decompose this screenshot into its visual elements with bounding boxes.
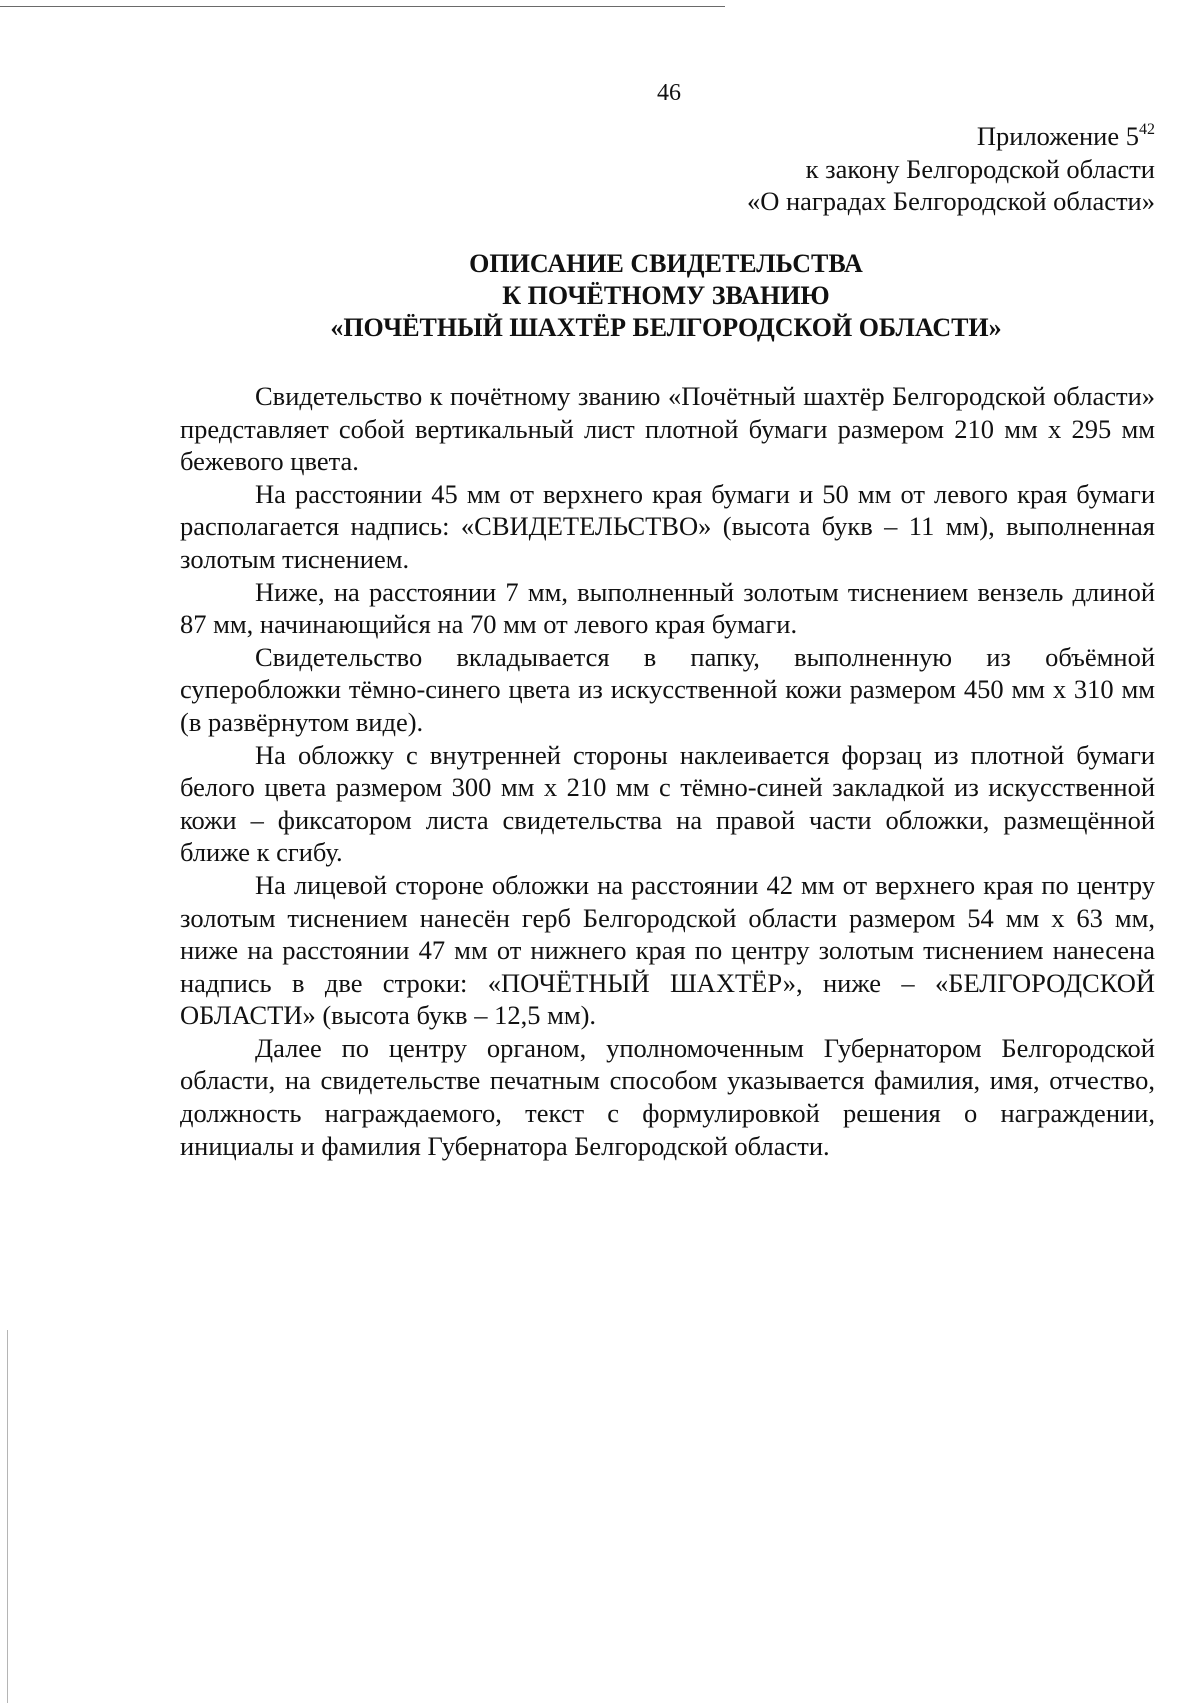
document-heading <box>160 248 1172 344</box>
heading-line-1: ОПИСАНИЕ СВИДЕТЕЛЬСТВА <box>469 249 863 278</box>
appendix-title <box>555 120 1155 153</box>
heading-line-3: «ПОЧЁТНЫЙ ШАХТЁР БЕЛГОРОДСКОЙ ОБЛАСТИ» <box>330 313 1002 342</box>
paragraph-folder: Свидетельство вкладывается в папку, выполненную из объёмной суперобложки тёмно-синего цвета из искусственной кожи размером 450 мм x 310 мм (в развёрнутом виде). <box>180 641 1155 737</box>
heading-line-2: К ПОЧЁТНОМУ ЗВАНИЮ <box>502 281 830 310</box>
paragraph-certificate-description: Свидетельство к почётному званию «Почётный шахтёр Белгородской области» представляет собой вертикальный лист плотной бумаги размером 210 мм x 295 мм бежевого цвета. <box>180 381 1155 477</box>
appendix-law-name: «О наградах Белгородской области» <box>746 186 1155 216</box>
paragraph-endpaper: На обложку с внутренней стороны наклеивается форзац из плотной бумаги белого цвета размером 300 мм x 210 мм с тёмно-синей закладкой из искусственной кожи – фиксатором листа свидетельства на правой части обложки, размещённой ближе к сгибу. <box>180 739 1155 868</box>
paragraph-cover-front: На лицевой стороне обложки на расстоянии 42 мм от верхнего края по центру золотым тиснением нанесён герб Белгородской области размером 54 мм x 63 мм, ниже на расстоянии 47 мм от нижнего края по центру золотым тиснением нанесена надпись в две строки: «ПОЧЁТНЫЙ ШАХТЁР», ниже – «БЕЛГОРОДСКОЙ ОБЛАСТИ» (высота букв – 12,5 мм). <box>180 869 1155 1031</box>
paragraph-printing: Далее по центру органом, уполномоченным Губернатором Белгородской области, на свидетельстве печатным способом указывается фамилия, имя, отчество, должность награждаемого, текст с формулировкой решения о награждении, инициалы и фамилия Губернатора Белгородской области. <box>180 1032 1155 1161</box>
paragraph-monogram: Ниже, на расстоянии 7 мм, выполненный золотым тиснением вензель длиной 87 мм, начинающийся на 70 мм от левого края бумаги. <box>180 576 1155 640</box>
paragraph-inscription: На расстоянии 45 мм от верхнего края бумаги и 50 мм от левого края бумаги располагается надпись: «СВИДЕТЕЛЬСТВО» (высота букв – 11 мм), выполненная золотым тиснением. <box>180 478 1155 574</box>
scan-left-border <box>7 1330 8 1703</box>
page-number: 46 <box>657 80 681 106</box>
appendix-title-text: Приложение 5 <box>976 121 1139 151</box>
appendix-number-superscript: 42 <box>1139 121 1155 138</box>
scan-top-border <box>0 6 725 7</box>
appendix-law-line: к закону Белгородской области <box>805 153 1155 184</box>
document-body <box>180 380 1155 1162</box>
appendix-reference <box>555 120 1155 218</box>
